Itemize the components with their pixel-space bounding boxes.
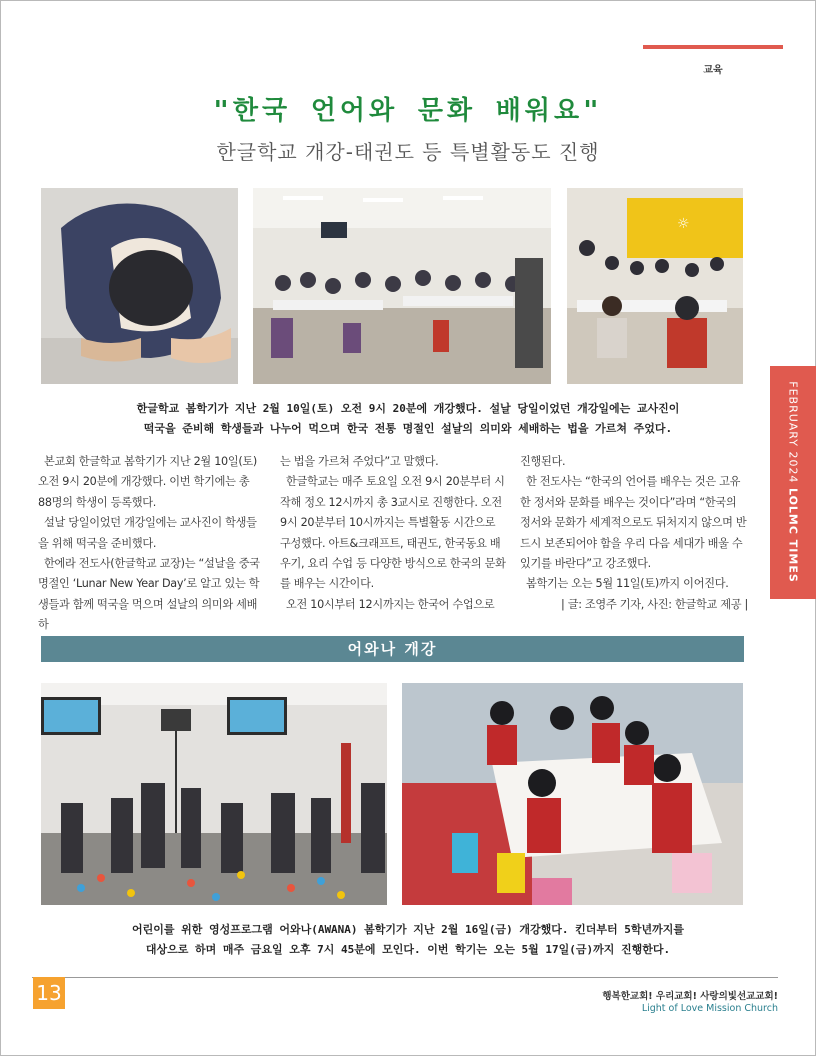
photo-awana-game xyxy=(41,683,387,905)
photo-classroom xyxy=(253,188,551,384)
page-number: 13 xyxy=(33,977,65,1009)
awana-game-photo-icon xyxy=(41,683,387,905)
footer-church-english: Light of Love Mission Church xyxy=(641,1003,778,1014)
svg-text:☼: ☼ xyxy=(677,216,690,232)
section-heading-awana: 어와나 개강 xyxy=(41,636,744,662)
caption-bottom-line2: 대상으로 하며 매주 금요일 오후 7시 45분에 모인다. 이번 학기는 오는 5월 17일(금)까지 진행한다. xyxy=(145,943,671,956)
article-paragraph: 진행된다. xyxy=(520,455,566,468)
article-title: "한국 언어와 문화 배워요" xyxy=(213,96,603,126)
top-accent-rule xyxy=(643,45,783,49)
caption-top xyxy=(20,399,796,439)
article-paragraph: 설날 당일이었던 개강일에는 교사진이 학생들을 위해 떡국을 준비했다. xyxy=(38,516,257,550)
side-tab-date: FEBRUARY 2024 xyxy=(786,381,800,484)
article-column-1 xyxy=(38,452,266,636)
students-tables-photo-icon xyxy=(567,188,743,384)
caption-top-line1: 한글학교 봄학기가 지난 2월 10일(토) 오전 9시 20분에 개강했다. 설날 당일이었던 개강일에는 교사진이 xyxy=(136,402,680,415)
awana-table-photo-icon xyxy=(402,683,743,905)
photo-child-bowing xyxy=(41,188,238,384)
footer-church-korean: 행복한교회! 우리교회! 사랑의빛선교교회! xyxy=(602,991,778,1002)
section-label: 교육 xyxy=(703,65,723,76)
side-tab-text xyxy=(787,381,800,583)
article-paragraph: 한에라 전도사(한글학교 교장)는 “설날을 중국 명절인 ‘Lunar New Year Day’로 알고 있는 학생들과 함께 떡국을 먹으며 설날의 의미와 세배하 xyxy=(38,557,260,632)
article-paragraph: 한 전도사는 “한국의 언어를 배우는 것은 고유한 정서와 문화를 배우는 것이다”라며 “한국의 정서와 문화가 세계적으로도 뒤처지지 않으며 반드시 보존되어야 함을 우리 다음 세대가 배울 수 있기를 바란다”고 강조했다. xyxy=(520,475,747,571)
photo-credit: | 글: 조영주 기자, 사진: 한글학교 제공 | xyxy=(560,597,748,611)
classroom-photo-icon xyxy=(253,188,551,384)
article-paragraph: 오전 10시부터 12시까지는 한국어 수업으로 xyxy=(286,597,495,611)
photo-students-tables xyxy=(567,188,743,384)
article-paragraph: 한글학교는 매주 토요일 오전 9시 20분부터 시작해 정오 12시까지 총 3교시로 진행한다. 오전 9시 20분부터 10시까지는 특별활동 시간으로 구성했다. 아트&크래프트, 태권도, 한국동요 배우기, 요리 수업 등 다양한 방식으로 한국의 문화를 배우는 시간이다. xyxy=(280,475,506,591)
side-tab-publication: LOLMC TIMES xyxy=(786,487,800,583)
article-column-2 xyxy=(280,452,508,615)
child-bowing-photo-icon xyxy=(41,188,238,384)
caption-bottom xyxy=(20,920,796,960)
article-paragraph: 봄학기는 오는 5월 11일(토)까지 이어진다. xyxy=(526,577,729,591)
article-paragraph: 는 법을 가르쳐 주었다”고 말했다. xyxy=(280,455,439,468)
article-subtitle: 한글학교 개강-태권도 등 특별활동도 진행 xyxy=(216,140,600,164)
photo-awana-table xyxy=(402,683,743,905)
footer-rule xyxy=(32,977,778,978)
caption-bottom-line1: 어린이를 위한 영성프로그램 어와나(AWANA) 봄학기가 지난 2월 16일(금) 개강했다. 킨더부터 5학년까지를 xyxy=(131,923,685,936)
article-paragraph: 본교회 한글학교 봄학기가 지난 2월 10일(토) 오전 9시 20분에 개강했다. 이번 학기에는 총 88명의 학생이 등록했다. xyxy=(38,455,257,509)
article-column-3 xyxy=(520,452,748,615)
caption-top-line2: 떡국을 준비해 학생들과 나누어 먹으며 한국 전통 명절인 설날의 의미와 세배하는 법을 가르쳐 주었다. xyxy=(143,422,673,435)
